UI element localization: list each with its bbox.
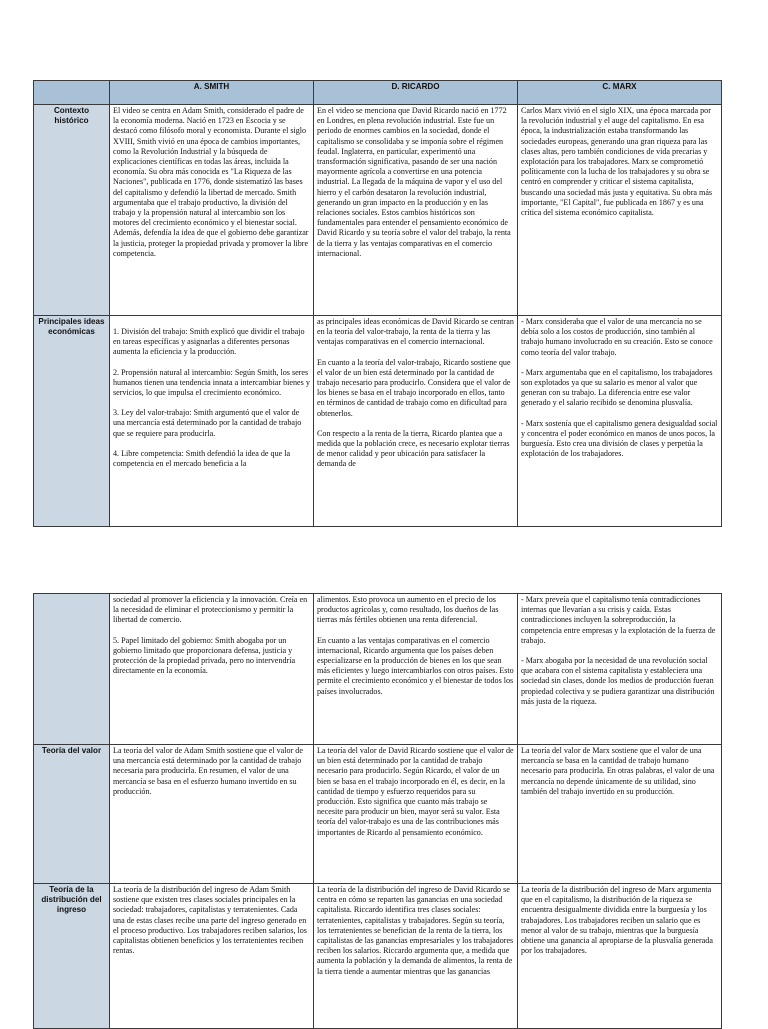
row-principales-ideas [34, 316, 722, 527]
marx-idea-1: - Marx consideraba que el valor de una mercancía no se debía solo a los costos de producción, sino también al trabajo humano involucrado en su creación. Esto se conoce como teoría del valor trabajo. [521, 317, 713, 357]
row-teoria-distribucion [34, 884, 722, 1029]
ricardo-idea-2: En cuanto a la teoría del valor-trabajo, Ricardo sostiene que el valor de un bien está determinado por la cantidad de trabajo necesario para producirlo. Considera que el valor de los bienes se basa en el trabajo incorporado en ellos, tanto en términos de cantidad de trabajo como en dificultad para obtenerlos. [317, 357, 511, 418]
comparison-table-page-1 [33, 80, 722, 527]
ricardo-idea-3: Con respecto a la renta de la tierra, Ricardo plantea que a medida que la población crece, es necesario explotar tierras de menor calidad y peor ubicación para satisfacer la demanda de [317, 428, 510, 469]
cell-continuacion-smith [110, 594, 314, 745]
row-label-distribucion: Teoría de la distribución del ingreso [34, 884, 110, 1029]
header-ricardo: D. RICARDO [314, 81, 518, 105]
cell-valor-marx: La teoría del valor de Marx sostiene que el valor de una mercancía se basa en la cantidad de trabajo humano necesario para producirla. En otras palabras, el valor de una mercancía no depende únicamente de su utilidad, sino también del trabajo invertido en su producción. [518, 745, 722, 884]
smith-idea-3: 3. Ley del valor-trabajo: Smith argumentó que el valor de una mercancía está determinado por la cantidad de trabajo que se requiere para producirla. [113, 408, 302, 438]
cell-contexto-ricardo: En el video se menciona que David Ricardo nació en 1772 en Londres, en plena revolución industrial. Este fue un periodo de enormes cambios en la sociedad, donde el capitalismo se consolidaba y se imponía sobre el régimen feudal. Inglaterra, en particular, experimentó una transformación significativa, pasando de ser una nación mayormente agrícola a convertirse en una potencia industrial. La llegada de la máquina de vapor y el uso del hierro y el carbón desataron la revolución industrial, generando un gran impacto en la producción y en las relaciones sociales. Estos cambios históricos son fundamentales para entender el pensamiento económico de David Ricardo y su teoría sobre el valor del trabajo, la renta de la tierra y las ventajas comparativas en el comercio internacional. [314, 105, 518, 316]
header-marx: C. MARX [518, 81, 722, 105]
header-smith: A. SMITH [110, 81, 314, 105]
comparison-table-page-2 [33, 593, 722, 1029]
row-label-blank [34, 594, 110, 745]
smith-idea-2: 2. Propensión natural al intercambio: Según Smith, los seres humanos tienen una tendencia innata a intercambiar bienes y servicios, lo que impulsa el crecimiento económico. [113, 367, 310, 398]
cell-continuacion-ricardo [314, 594, 518, 745]
smith-idea-5: 5. Papel limitado del gobierno: Smith abogaba por un gobierno limitado que proporcionara defensa, justicia y protección de la propiedad privada, pero no intervendría directamente en la economía. [113, 635, 296, 676]
marx-idea-5: - Marx abogaba por la necesidad de una revolución social que acabara con el sistema capitalista y estableciera una sociedad sin clases, donde los medios de producción fueran propiedad colectiva y se pudiera garantizar una distribución más justa de la riqueza. [521, 656, 715, 706]
row-principales-continuacion [34, 594, 722, 745]
ricardo-idea-4: En cuanto a las ventajas comparativas en el comercio internacional, Ricardo argumenta que los países deben especializarse en la producción de bienes en los que sean más eficientes y luego intercambiarlos con otros países. Esto permite el crecimiento económico y el bienestar de todos los países involucrados. [317, 635, 514, 696]
cell-principales-marx [518, 316, 722, 527]
header-row [34, 81, 722, 105]
cell-principales-ricardo [314, 316, 518, 527]
cell-distribucion-smith: La teoría de la distribución del ingreso de Adam Smith sostiene que existen tres clases sociales principales en la sociedad: trabajadores, capitalistas y terratenientes. Cada una de estas clases recibe una parte del ingreso generado en el proceso productivo. Los trabajadores reciben salarios, los capitalistas obtienen beneficios y los terratenientes reciben rentas. [110, 884, 314, 1029]
smith-idea-4: 4. Libre competencia: Smith defendió la idea de que la competencia en el mercado beneficia a la [113, 448, 291, 469]
cell-valor-smith: La teoría del valor de Adam Smith sostiene que el valor de una mercancía está determinado por la cantidad de trabajo necesaria para producirla. En resumen, el valor de una mercancía se basa en el esfuerzo humano invertido en su producción. [110, 745, 314, 884]
marx-idea-3: - Marx sostenía que el capitalismo genera desigualdad social y concentra el poder económico en manos de unos pocos, la burguesía. Esto crea una división de clases y perpetúa la explotación de los trabajadores. [521, 418, 718, 459]
smith-idea-1: 1. División del trabajo: Smith explicó que dividir el trabajo en tareas específicas y asignarlas a diferentes personas aumenta la eficiencia y la producción. [113, 327, 305, 357]
cell-principales-smith [110, 316, 314, 527]
header-blank-cell [34, 81, 110, 105]
ricardo-idea-3-cont: alimentos. Esto provoca un aumento en el precio de los productos agrícolas y, como resultado, los dueños de las tierras más fértiles obtienen una renta diferencial. [317, 595, 499, 625]
marx-idea-2: - Marx argumentaba que en el capitalismo, los trabajadores son explotados ya que su salario es menor al valor que generan con su trabajo. La diferencia entre ese valor generado y el salario recibido se denomina plusvalía. [521, 367, 713, 408]
row-contexto-historico [34, 105, 722, 316]
cell-valor-ricardo: La teoría del valor de David Ricardo sostiene que el valor de un bien está determinado por la cantidad de trabajo necesario para producirlo. Según Ricardo, el valor de un bien se basa en el trabajo incorporado en él, es decir, en la cantidad de tiempo y esfuerzo requeridos para su producción. Esto significa que cuanto más trabajo se necesite para producir un bien, mayor será su valor. Esta teoría del valor-trabajo es una de las contribuciones más importantes de Ricardo al pensamiento económico. [314, 745, 518, 884]
ricardo-idea-1: as principales ideas económicas de David Ricardo se centran en la teoría del valor-trabajo, la renta de la tierra y las ventajas comparativas en el comercio internacional. [317, 317, 514, 347]
marx-idea-4: - Marx preveía que el capitalismo tenía contradicciones internas que llevarían a su crisis y caída. Estas contradicciones incluyen la sobreproducción, la competencia entre empresas y la explotación de la fuerza de trabajo. [521, 595, 716, 645]
cell-distribucion-marx: La teoría de la distribución del ingreso de Marx argumenta que en el capitalismo, la distribución de la riqueza se encuentra desigualmente dividida entre la burguesía y los trabajadores. Los trabajadores reciben un salario que es menor al valor de su trabajo, mientras que la burguesía obtiene una ganancia al apropiarse de la plusvalía generada por los trabajadores. [518, 884, 722, 1029]
cell-continuacion-marx [518, 594, 722, 745]
cell-distribucion-ricardo: La teoría de la distribución del ingreso de David Ricardo se centra en cómo se reparten las ganancias en una sociedad capitalista. Riccardo identifica tres clases sociales: terratenientes, capitalistas y trabajadores. Según su teoría, los terratenientes se benefician de la renta de la tierra, los capitalistas de las ganancias empresariales y los trabajadores reciben los salarios. Riccardo argumenta que, a medida que aumenta la población y la demanda de alimentos, la renta de la tierra tiende a aumentar mientras que las ganancias [314, 884, 518, 1029]
row-label-valor: Teoría del valor [34, 745, 110, 884]
row-teoria-valor [34, 745, 722, 884]
row-label-principales: Principales ideas económicas [34, 316, 110, 527]
row-label-contexto: Contexto histórico [34, 105, 110, 316]
smith-idea-4-cont: sociedad al promover la eficiencia y la innovación. Creía en la necesidad de eliminar el proteccionismo y permitir la libertad de comercio. [113, 595, 308, 625]
cell-contexto-smith: El video se centra en Adam Smith, considerado el padre de la economía moderna. Nació en 1723 en Escocia y se destacó como filósofo moral y economista. Durante el siglo XVIII, Smith vivió en una época de cambios importantes, como la Revolución Industrial y la búsqueda de explicaciones científicas en todas las áreas, incluida la economía. Su obra más conocida es "La Riqueza de las Naciones", publicada en 1776, donde sistematizó las bases del capitalismo y defendió la libertad de mercado. Smith argumentaba que el trabajo productivo, la división del trabajo y la propensión natural al intercambio son los motores del crecimiento económico y el bienestar social. Además, defendía la idea de que el gobierno debe garantizar la justicia, proteger la propiedad privada y promover la libre competencia. [110, 105, 314, 316]
cell-contexto-marx: Carlos Marx vivió en el siglo XIX, una época marcada por la revolución industrial y el auge del capitalismo. En esa época, la industrialización estaba transformando las sociedades europeas, generando una gran riqueza para las clases altas, pero también condiciones de vida precarias y explotación para los trabajadores. Marx se comprometió políticamente con la lucha de los trabajadores y su obra se centró en comprender y criticar el sistema capitalista, buscando una sociedad más justa y equitativa. Su obra más importante, "El Capital", fue publicada en 1867 y es una crítica del sistema económico capitalista. [518, 105, 722, 316]
